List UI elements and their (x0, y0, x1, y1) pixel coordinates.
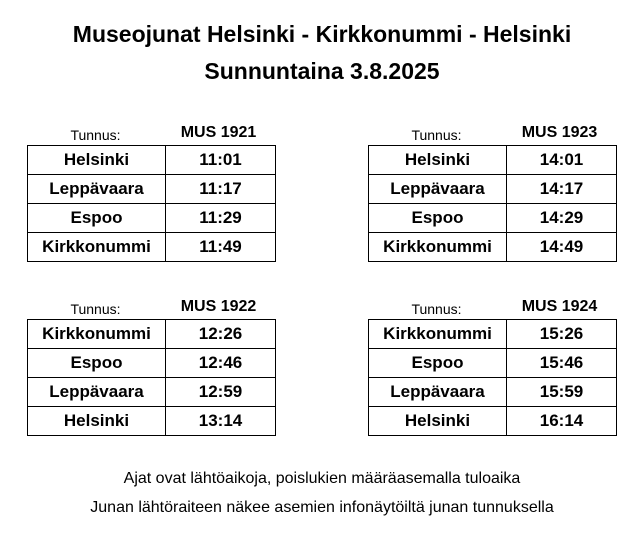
departure-time: 11:29 (166, 204, 276, 233)
timetable-mus-1922 (27, 297, 273, 436)
footer-note-platform: Junan lähtöraiteen näkee asemien infonäytöiltä junan tunnuksella (90, 499, 554, 516)
station-name: Leppävaara (28, 175, 166, 204)
station-name: Kirkkonummi (369, 233, 507, 262)
table-row (369, 349, 617, 378)
table-row (369, 378, 617, 407)
table-row (28, 407, 276, 436)
timetable-header (368, 297, 614, 319)
train-id: MUS 1921 (180, 124, 257, 141)
table-row (28, 204, 276, 233)
station-name: Helsinki (369, 407, 507, 436)
departure-time: 12:46 (166, 349, 276, 378)
departure-time: 14:01 (507, 146, 617, 175)
train-id: MUS 1923 (521, 124, 598, 141)
arrival-time: 13:14 (166, 407, 276, 436)
station-name: Leppävaara (28, 378, 166, 407)
table-row (28, 320, 276, 349)
departure-time: 15:26 (507, 320, 617, 349)
table-row (369, 233, 617, 262)
departure-time: 15:46 (507, 349, 617, 378)
departure-time: 11:01 (166, 146, 276, 175)
train-id: MUS 1922 (180, 298, 257, 315)
table-row (369, 175, 617, 204)
timetable-mus-1923 (368, 123, 614, 262)
table-row (369, 320, 617, 349)
station-name: Espoo (28, 204, 166, 233)
station-name: Helsinki (28, 146, 166, 175)
station-name: Kirkkonummi (28, 233, 166, 262)
station-name: Espoo (369, 204, 507, 233)
table-row (28, 378, 276, 407)
station-name: Leppävaara (369, 175, 507, 204)
train-id-label: Tunnus: (70, 301, 121, 317)
arrival-time: 16:14 (507, 407, 617, 436)
timetable-table (27, 319, 276, 436)
timetable-header (368, 123, 614, 145)
station-name: Helsinki (369, 146, 507, 175)
train-id: MUS 1924 (521, 298, 598, 315)
table-row (369, 407, 617, 436)
arrival-time: 14:49 (507, 233, 617, 262)
departure-time: 12:59 (166, 378, 276, 407)
page-subtitle-date: Sunnuntaina 3.8.2025 (204, 58, 440, 84)
departure-time: 14:17 (507, 175, 617, 204)
arrival-time: 11:49 (166, 233, 276, 262)
table-row (369, 204, 617, 233)
page-title: Museojunat Helsinki - Kirkkonummi - Helsinki (72, 21, 572, 47)
departure-time: 12:26 (166, 320, 276, 349)
station-name: Leppävaara (369, 378, 507, 407)
station-name: Espoo (28, 349, 166, 378)
timetable-mus-1921 (27, 123, 273, 262)
departure-time: 11:17 (166, 175, 276, 204)
train-id-label: Tunnus: (411, 301, 462, 317)
timetable-mus-1924 (368, 297, 614, 436)
timetable-table (368, 319, 617, 436)
table-row (28, 233, 276, 262)
table-row (28, 349, 276, 378)
station-name: Espoo (369, 349, 507, 378)
footer-note-times: Ajat ovat lähtöaikoja, poislukien määräasemalla tuloaika (123, 470, 521, 487)
timetable-table (368, 145, 617, 262)
departure-time: 15:59 (507, 378, 617, 407)
timetable-header (27, 123, 273, 145)
table-row (28, 146, 276, 175)
departure-time: 14:29 (507, 204, 617, 233)
table-row (28, 175, 276, 204)
station-name: Kirkkonummi (28, 320, 166, 349)
train-id-label: Tunnus: (70, 127, 121, 143)
timetable-header (27, 297, 273, 319)
station-name: Kirkkonummi (369, 320, 507, 349)
station-name: Helsinki (28, 407, 166, 436)
timetable-table (27, 145, 276, 262)
train-id-label: Tunnus: (411, 127, 462, 143)
table-row (369, 146, 617, 175)
